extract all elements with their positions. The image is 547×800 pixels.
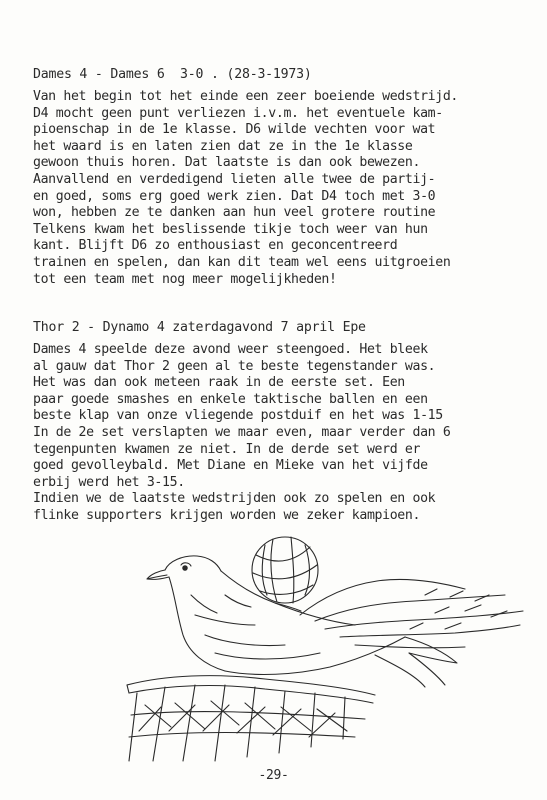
body-line: en goed, soms erg goed werk zien. Dat D4 toch met 3-0 [33,188,436,204]
body-line: gewoon thuis horen. Dat laatste is dan ook bewezen. [33,155,421,171]
body-line: In de 2e set verslapten we maar even, maar verder dan 6 [33,424,451,440]
body-line: flinke supporters krijgen worden we zeker kampioen. [33,507,421,523]
volleyball-icon [252,537,318,603]
dove-volleyball-illustration [125,525,530,765]
article-heading: Dames 4 - Dames 6 3-0 . (28-3-1973) [33,67,312,82]
body-line: tegenpunten kwamen ze niet. In de derde set werd er [33,441,421,457]
body-line: tot een team met nog meer mogelijkheden! [33,271,337,287]
page-number: -29- [258,768,289,783]
body-line: D4 mocht geen punt verliezen i.v.m. het eventuele kam- [33,105,443,121]
body-line: Het was dan ook meteen raak in de eerste set. Een [33,375,405,391]
article-thor2-dynamo4 [33,319,523,525]
article-body [33,342,523,525]
body-line: won, hebben ze te danken aan hun veel grotere routine [33,205,436,221]
volleyball-net-icon [127,676,375,761]
body-line: Dames 4 speelde deze avond weer steengoed. Het bleek [33,342,428,357]
body-line: Telkens kwam het beslissende tikje toch weer van hun [33,221,428,237]
body-line: paar goede smashes en enkele taktische ballen en een [33,391,428,407]
article-heading: Thor 2 - Dynamo 4 zaterdagavond 7 april Epe [33,320,366,335]
article-dames4-dames6 [33,66,523,288]
article-body [33,89,523,288]
body-line: kant. Blijft D6 zo enthousiast en geconcentreerd [33,238,398,254]
body-line: Aanvallend en verdedigend lieten alle twee de partij- [33,171,436,187]
body-line: trainen en spelen, dan kan dit team wel eens uitgroeien [33,254,451,270]
body-line: goed gevolleybald. Met Diane en Mieke van het vijfde [33,458,428,474]
body-line: Indien we de laatste wedstrijden ook zo spelen en ook [33,491,436,507]
body-line: Van het begin tot het einde een zeer boeiende wedstrijd. [33,89,459,104]
body-line: beste klap van onze vliegende postduif en het was 1-15 [33,408,443,424]
body-line: het waard is en laten zien dat ze in the 1e klasse [33,138,413,154]
body-line: erbij werd het 3-15. [33,474,185,490]
body-line: al gauw dat Thor 2 geen al te beste tegenstander was. [33,358,436,374]
body-line: pioenschap in de 1e klasse. D6 wilde vechten voor wat [33,122,436,138]
dove-icon [147,556,523,687]
